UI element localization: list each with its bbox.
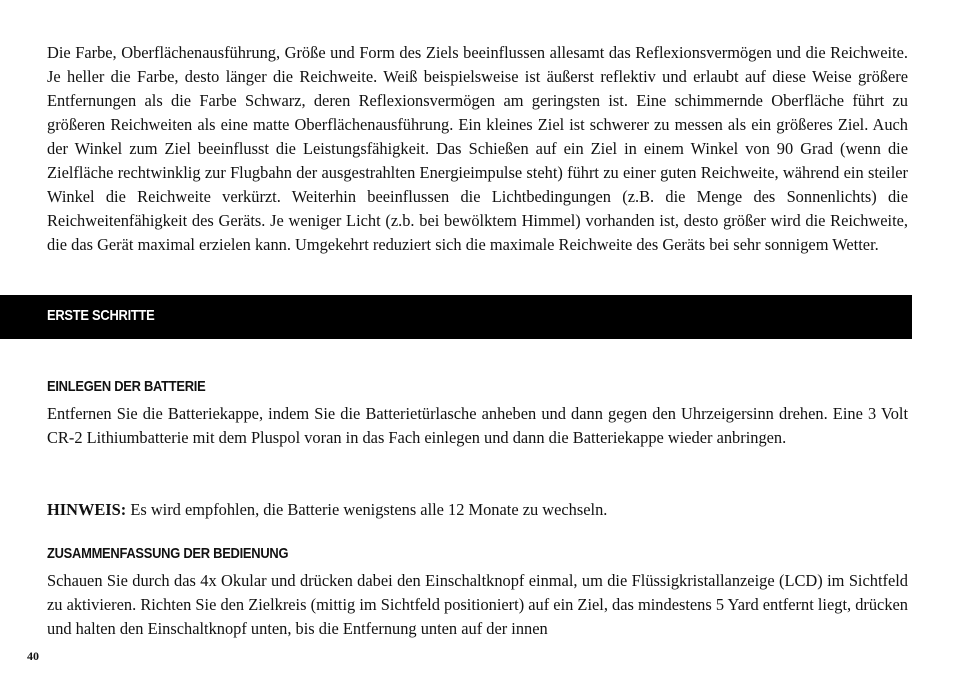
note-paragraph <box>47 498 908 522</box>
section-title: ERSTE SCHRITTE <box>47 307 155 324</box>
summary-heading: ZUSAMMENFASSUNG DER BEDIENUNG <box>47 545 289 562</box>
battery-heading: EINLEGEN DER BATTERIE <box>47 378 206 395</box>
note-text: Es wird empfohlen, die Batterie wenigstens alle 12 Monate zu wechseln. <box>126 500 608 519</box>
battery-paragraph: Entfernen Sie die Batteriekappe, indem Sie die Batterietürlasche anheben und dann gegen den Uhrzeigersinn drehen. Eine 3 Volt CR-2 Lithiumbatterie mit dem Pluspol voran in das Fach einlegen und dann die Batteriekappe wieder anbringen. <box>47 404 908 447</box>
intro-paragraph: Die Farbe, Oberflächenausführung, Größe und Form des Ziels beeinflussen allesamt das Reflexionsvermögen und die Reichweite. Je heller die Farbe, desto länger die Reichweite. Weiß beispielsweise ist äußerst reflektiv und erlaubt auf diese Weise größere Entfernungen als die Farbe Schwarz, deren Reflexionsvermögen am geringsten ist. Eine schimmernde Oberfläche führt zu größeren Reichweiten als eine matte Oberflächenausführung. Ein kleines Ziel ist schwerer zu messen als ein größeres Ziel. Auch der Winkel zum Ziel beeinflusst die Leistungsfähigkeit. Das Schießen auf ein Ziel in einem Winkel von 90 Grad (wenn die Zielfläche rechtwinklig zur Flugbahn der ausgestrahlten Energieimpulse steht) führt zu einer guten Reichweite, während ein steiler Winkel die Reichweite verkürzt. Weiterhin beeinflussen die Lichtbedingungen (z.B. die Menge des Sonnenlichts) die Reichweitenfähigkeit des Geräts. Je weniger Licht (z.b. bei bewölktem Himmel) vorhanden ist, desto größer wird die Reichweite, die das Gerät maximal erzielen kann. Umgekehrt reduziert sich die maximale Reichweite des Geräts bei sehr sonnigem Wetter. <box>47 43 908 254</box>
section-header-bar <box>0 295 912 339</box>
note-label: HINWEIS: <box>47 500 127 519</box>
page-number: 40 <box>27 649 39 663</box>
summary-paragraph: Schauen Sie durch das 4x Okular und drücken dabei den Einschaltknopf einmal, um die Flüssigkristallanzeige (LCD) im Sichtfeld zu aktivieren. Richten Sie den Zielkreis (mittig im Sichtfeld positioniert) auf ein Ziel, das mindestens 5 Yard entfernt liegt, drücken und halten den Einschaltknopf unten, bis die Entfernung unten auf der innen <box>47 571 908 638</box>
